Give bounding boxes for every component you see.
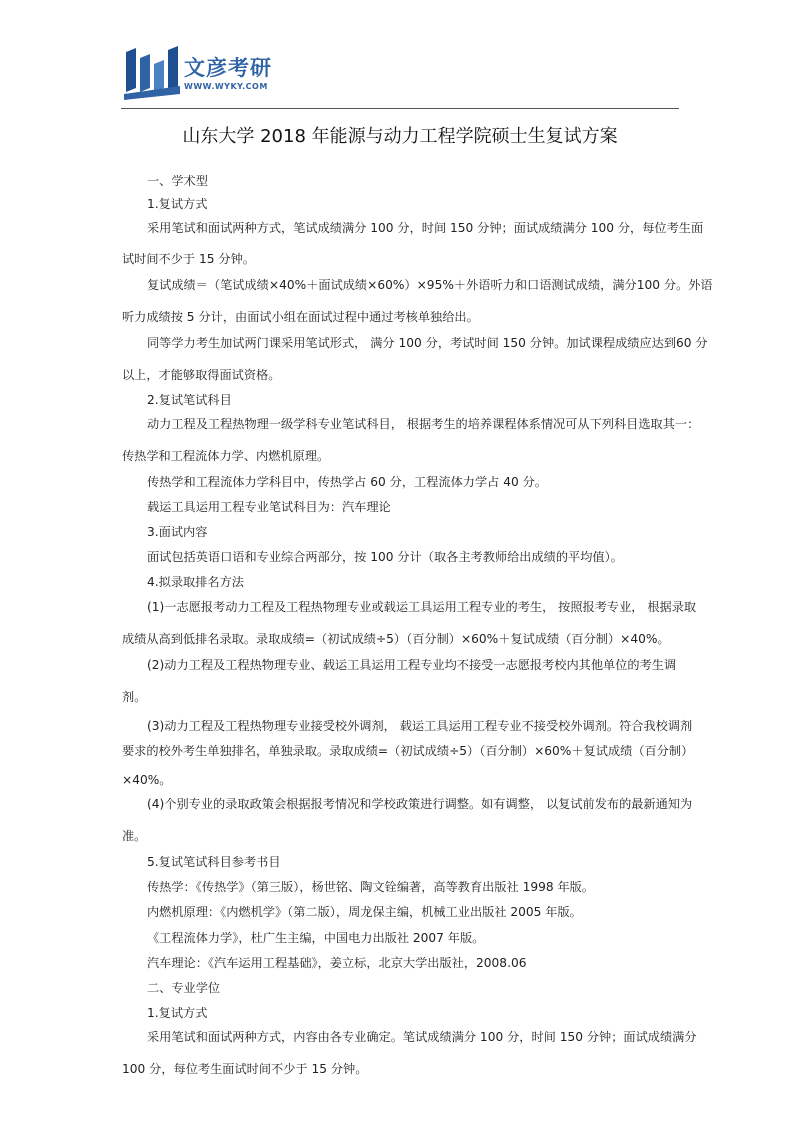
paragraph-line: 100 分，每位考生面试时间不少于 15 分钟。 bbox=[122, 1062, 368, 1076]
reference-line: 传热学：《传热学》（第三版），杨世铭、陶文铨编著，高等教育出版社 1998 年版。 bbox=[147, 880, 595, 894]
paragraph-line: 复试成绩＝（笔试成绩×40%＋面试成绩×60%）×95%＋外语听力和口语测试成绩，满分100 分。外语 bbox=[147, 278, 713, 292]
subsection-heading: 1.复试方式 bbox=[147, 197, 208, 211]
section-heading: 二、专业学位 bbox=[147, 981, 221, 995]
paragraph-line: 成绩从高到低排名录取。录取成绩=（初试成绩÷5）（百分制）×60%＋复试成绩（百分制）×40%。 bbox=[122, 632, 670, 646]
subsection-heading: 2.复试笔试科目 bbox=[147, 393, 232, 407]
brand-name: 文彦考研 bbox=[184, 56, 272, 80]
paragraph-line: ×40%。 bbox=[122, 773, 172, 787]
header-divider bbox=[121, 108, 679, 109]
paragraph-line: 要求的校外考生单独排名，单独录取。录取成绩=（初试成绩÷5）（百分制）×60%＋复试成绩（百分制） bbox=[122, 744, 694, 758]
section-heading: 一、学术型 bbox=[147, 174, 208, 188]
paragraph-line: 听力成绩按 5 分计，由面试小组在面试过程中通过考核单独给出。 bbox=[122, 310, 479, 324]
subsection-heading: 1.复试方式 bbox=[147, 1006, 208, 1020]
paragraph-line: (4)个别专业的录取政策会根据报考情况和学校政策进行调整。如有调整， 以复试前发布的最新通知为 bbox=[147, 797, 693, 811]
subsection-heading: 5.复试笔试科目参考书目 bbox=[147, 855, 281, 869]
paragraph-line: 以上，才能够取得面试资格。 bbox=[122, 368, 281, 382]
paragraph-line: 剂。 bbox=[122, 690, 147, 704]
reference-line: 汽车理论：《汽车运用工程基础》，姜立标，北京大学出版社，2008.06 bbox=[147, 956, 527, 970]
brand-url: WWW.WYKY.COM bbox=[184, 82, 268, 91]
paragraph-line: 动力工程及工程热物理一级学科专业笔试科目， 根据考生的培养课程体系情况可从下列科目选取其一： bbox=[147, 417, 700, 431]
document-title: 山东大学 2018 年能源与动力工程学院硕士生复试方案 bbox=[182, 126, 618, 147]
paragraph-line: 传热学和工程流体力学科目中，传热学占 60 分，工程流体力学占 40 分。 bbox=[147, 475, 547, 489]
paragraph-line: 面试包括英语口语和专业综合两部分，按 100 分计（取各主考教师给出成绩的平均值）。 bbox=[147, 550, 623, 564]
paragraph-line: (2)动力工程及工程热物理专业、载运工具运用工程专业均不接受一志愿报考校内其他单位的考生调 bbox=[147, 658, 677, 672]
paragraph-line: 采用笔试和面试两种方式，内容由各专业确定。笔试成绩满分 100 分，时间 150 分钟；面试成绩满分 bbox=[147, 1030, 697, 1044]
paragraph-line: 试时间不少于 15 分钟。 bbox=[122, 252, 255, 266]
paragraph-line: 传热学和工程流体力学、内燃机原理。 bbox=[122, 449, 330, 463]
logo-mark-icon bbox=[122, 44, 182, 102]
paragraph-line: 采用笔试和面试两种方式，笔试成绩满分 100 分，时间 150 分钟；面试成绩满分 100 分，每位考生面 bbox=[147, 221, 704, 235]
paragraph-line: 同等学力考生加试两门课采用笔试形式， 满分 100 分，考试时间 150 分钟。加试课程成绩应达到60 分 bbox=[147, 336, 708, 350]
reference-line: 内燃机原理：《内燃机学》（第二版），周龙保主编，机械工业出版社 2005 年版。 bbox=[147, 905, 582, 919]
paragraph-line: (3)动力工程及工程热物理专业接受校外调剂， 载运工具运用工程专业不接受校外调剂。符合我校调剂 bbox=[147, 719, 693, 733]
reference-line: 《工程流体力学》，杜广生主编，中国电力出版社 2007 年版。 bbox=[147, 931, 485, 945]
brand-logo bbox=[122, 44, 288, 102]
paragraph-line: (1)一志愿报考动力工程及工程热物理专业或载运工具运用工程专业的考生， 按照报考专业， 根据录取 bbox=[147, 600, 697, 614]
paragraph-line: 载运工具运用工程专业笔试科目为：汽车理论 bbox=[147, 500, 391, 514]
paragraph-line: 准。 bbox=[122, 829, 147, 843]
subsection-heading: 4.拟录取排名方法 bbox=[147, 575, 244, 589]
subsection-heading: 3.面试内容 bbox=[147, 525, 208, 539]
